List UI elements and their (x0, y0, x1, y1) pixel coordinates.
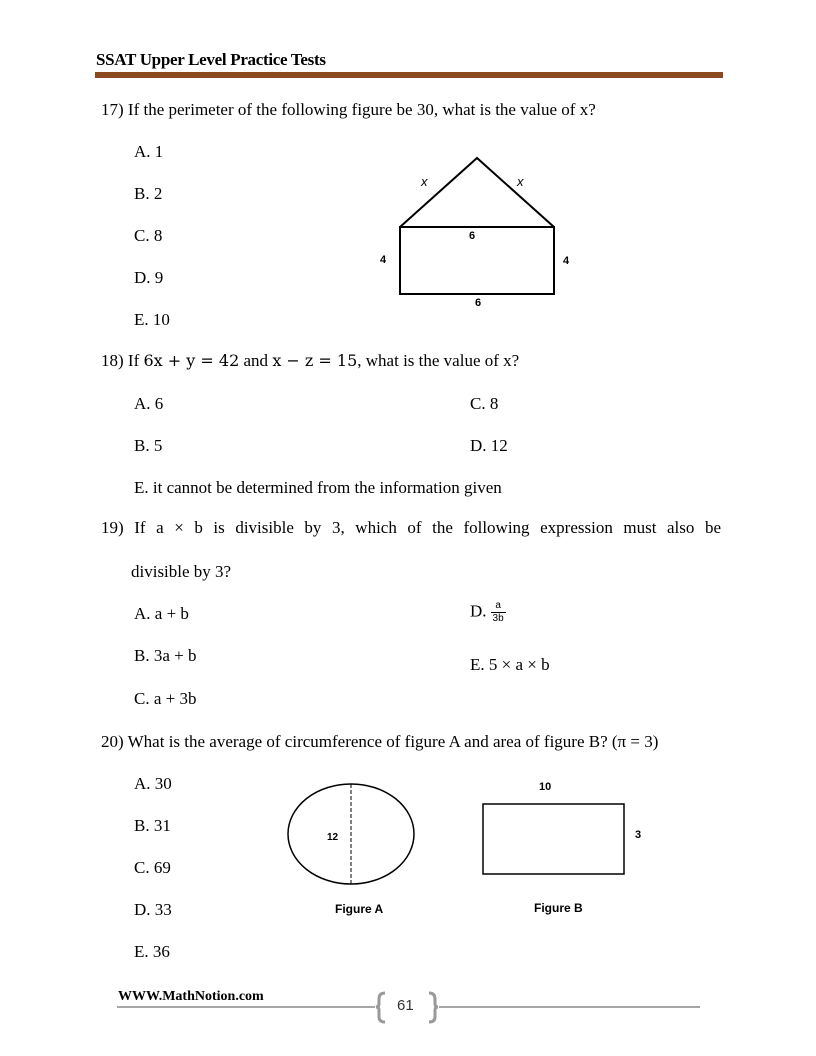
q17-option-e: E. 10 (134, 310, 170, 329)
q17-option-a: A. 1 (134, 142, 164, 161)
header-rule (95, 72, 723, 78)
q18-option-e: E. it cannot be determined from the information given (134, 478, 502, 497)
house-roof (400, 158, 554, 227)
q19-option-d (470, 600, 506, 625)
q19-option-c: C. a + 3b (134, 689, 197, 708)
footer-website: WWW.MathNotion.com (118, 989, 264, 1004)
q19-option-d-fraction (491, 600, 506, 625)
question-17 (101, 100, 596, 120)
left-side-label: 4 (380, 254, 387, 266)
q20-option-c: C. 69 (134, 858, 171, 877)
question-17-number: 17) (101, 100, 124, 119)
q18-option-a: A. 6 (134, 394, 164, 413)
q17-option-c: C. 8 (134, 226, 163, 245)
question-17-text: If the perimeter of the following figure be 30, what is the value of x? (127, 100, 596, 119)
house-body (400, 227, 554, 294)
q17-house-figure (360, 150, 590, 315)
q19-option-e: E. 5 × a × b (470, 655, 550, 674)
figure-b-rectangle (483, 804, 624, 874)
q18-option-c: C. 8 (470, 394, 499, 413)
question-18 (101, 351, 519, 371)
q19-option-d-label: D. (470, 601, 487, 621)
question-19-text-line-1: If a × b is divisible by 3, which of the following expression must also be (134, 518, 721, 537)
roof-right-label: x (517, 174, 524, 189)
question-20-text: What is the average of circumference of figure A and area of figure B? (π = 3) (127, 732, 659, 751)
figure-b-caption: Figure B (534, 901, 583, 915)
question-18-equation-2: x − z = 15 (272, 351, 358, 370)
question-18-number: 18) (101, 351, 124, 370)
fraction-denominator: 3b (492, 613, 504, 624)
question-19-text-line-2: divisible by 3? (131, 562, 232, 581)
q18-option-d: D. 12 (470, 436, 508, 455)
q17-option-b: B. 2 (134, 184, 163, 203)
question-18-equation-1: 6x + y = 42 (143, 351, 240, 370)
q19-option-a: A. a + b (134, 604, 189, 623)
figure-a-caption: Figure A (335, 902, 384, 916)
q20-option-d: D. 33 (134, 900, 172, 919)
q20-option-a: A. 30 (134, 774, 172, 793)
q20-option-e: E. 36 (134, 942, 170, 961)
question-18-text-start: If (127, 351, 144, 370)
q18-option-b: B. 5 (134, 436, 163, 455)
top-side-label: 6 (469, 230, 476, 242)
q19-option-b: B. 3a + b (134, 646, 197, 665)
fraction-numerator: a (491, 600, 506, 613)
question-18-text-mid: and (239, 351, 273, 370)
bottom-side-label: 6 (475, 297, 482, 309)
footer-left-bracket (376, 993, 385, 1022)
figure-a-diameter-label: 12 (327, 832, 339, 843)
q20-figures (280, 775, 660, 925)
figure-b-width-label: 10 (539, 781, 552, 793)
footer-right-bracket (429, 993, 438, 1022)
roof-left-label: x (421, 174, 428, 189)
question-20 (101, 732, 658, 752)
question-18-text-end: , what is the value of x? (357, 351, 520, 370)
page-number: 61 (397, 997, 414, 1014)
question-19-number: 19) (101, 518, 124, 537)
question-20-number: 20) (101, 732, 124, 751)
question-19 (101, 518, 721, 538)
right-side-label: 4 (563, 255, 570, 267)
page-header-title: SSAT Upper Level Practice Tests (96, 50, 326, 69)
figure-b-height-label: 3 (635, 829, 642, 841)
q17-option-d: D. 9 (134, 268, 164, 287)
q20-option-b: B. 31 (134, 816, 171, 835)
